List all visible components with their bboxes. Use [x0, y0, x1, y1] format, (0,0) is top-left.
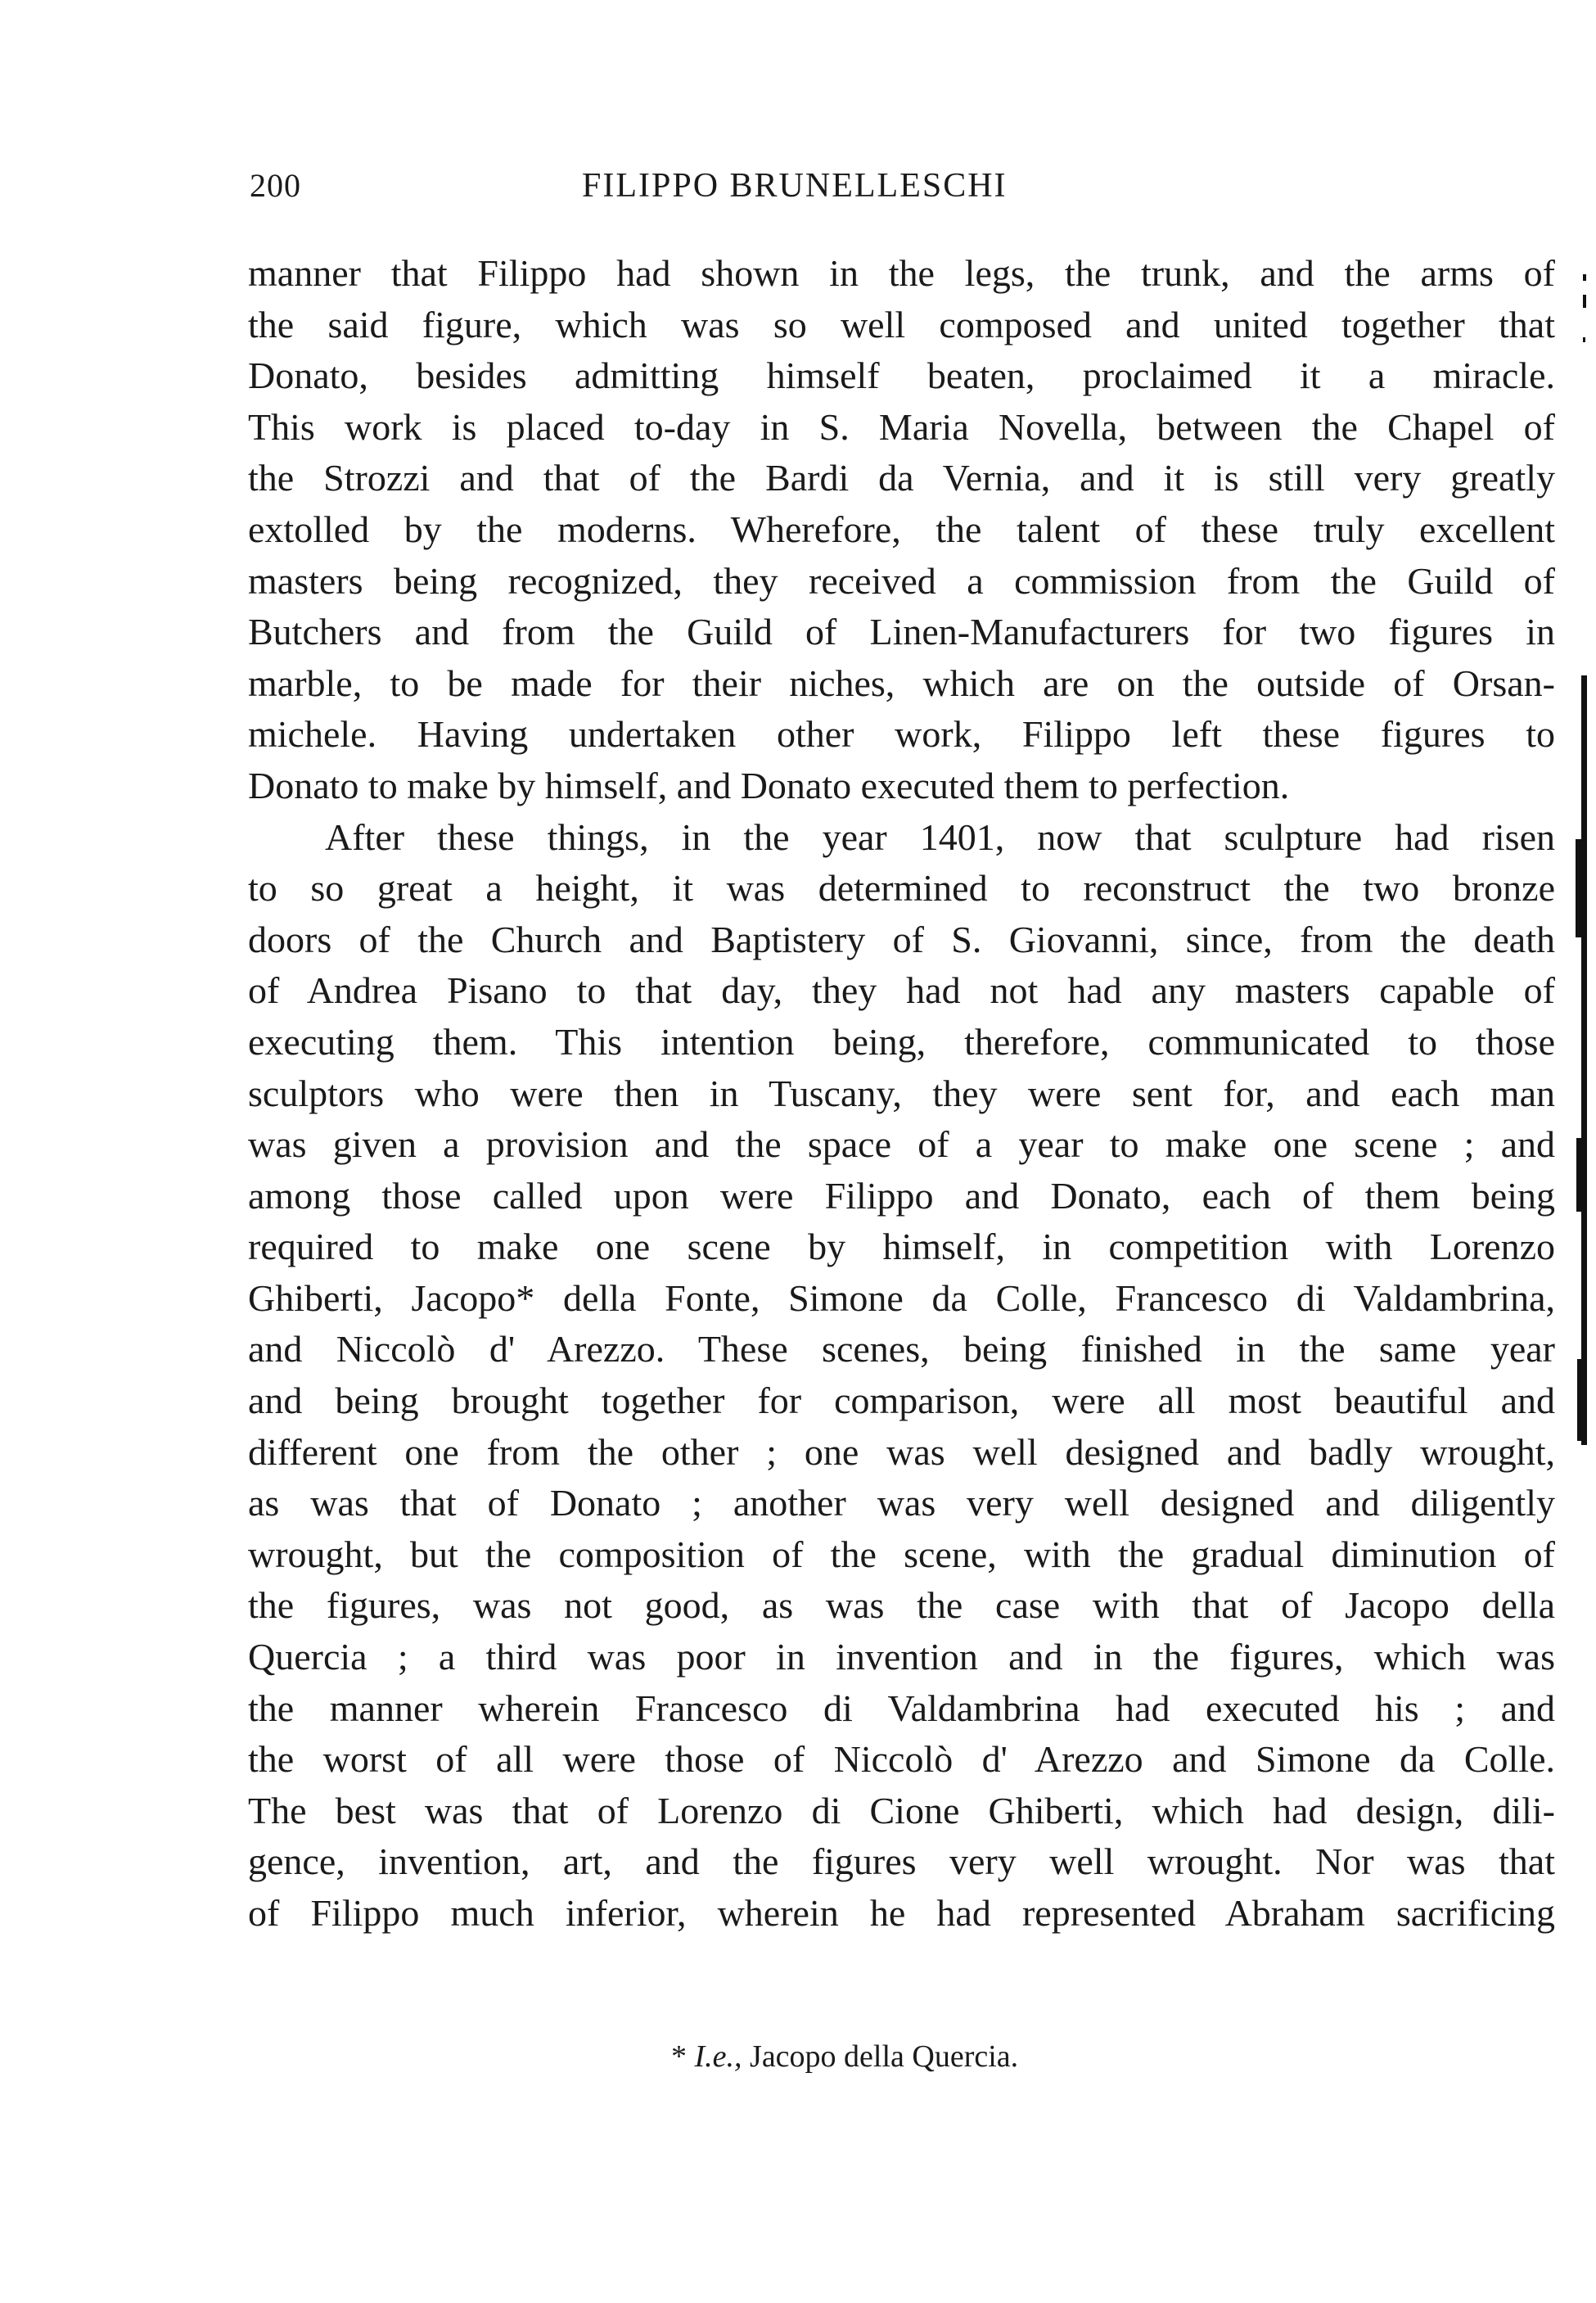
text-line: was given a provision and the space of a year to make one scene ; and	[248, 1123, 1555, 1166]
text-line: the manner wherein Francesco di Valdambrina had executed his ; and	[248, 1687, 1555, 1729]
text-line: michele. Having undertaken other work, Filippo left these figures to	[248, 713, 1555, 756]
text-line: This work is placed to-day in S. Maria Novella, between the Chapel of	[248, 405, 1555, 448]
text-line: as was that of Donato ; another was very well designed and diligently	[248, 1482, 1555, 1524]
text-line: among those called upon were Filippo and Donato, each of them being	[248, 1174, 1555, 1217]
paragraph-2	[248, 812, 1555, 1939]
running-title: FILIPPO BRUNELLESCHI	[582, 167, 1008, 205]
footnote-marker: *	[671, 2039, 687, 2074]
scan-edge-mark	[1583, 274, 1586, 281]
text-line: Ghiberti, Jacopo* della Fonte, Simone da Colle, Francesco di Valdambrina,	[248, 1276, 1555, 1319]
text-line: gence, invention, art, and the figures very well wrought. Nor was that	[248, 1840, 1555, 1883]
text-line: After these things, in the year 1401, now that sculpture had risen	[325, 815, 1555, 858]
page-header	[250, 166, 1559, 215]
text-line: Donato, besides admitting himself beaten, proclaimed it a miracle.	[248, 354, 1555, 397]
paragraph-1	[248, 248, 1555, 812]
text-line: required to make one scene by himself, in competition with Lorenzo	[248, 1226, 1555, 1268]
footnote-text: Jacopo della Quercia.	[750, 2039, 1019, 2074]
text-line: of Filippo much inferior, wherein he had represented Abraham sacrificing	[248, 1892, 1555, 1934]
text-line: sculptors who were then in Tuscany, they were sent for, and each man	[248, 1072, 1555, 1114]
scan-edge-mark	[1581, 675, 1587, 1445]
footnote-abbreviation: I.e.,	[694, 2039, 742, 2074]
text-line: extolled by the moderns. Wherefore, the talent of these truly excellent	[248, 508, 1555, 550]
body-text	[248, 248, 1555, 1939]
text-line: and Niccolò d' Arezzo. These scenes, being finished in the same year	[248, 1328, 1555, 1371]
text-line: wrought, but the composition of the scene, with the gradual diminution of	[248, 1533, 1555, 1575]
scan-edge-mark	[1576, 839, 1581, 937]
text-line: of Andrea Pisano to that day, they had not had any masters capable of	[248, 969, 1555, 1012]
text-line: the figures, was not good, as was the case with that of Jacopo della	[248, 1584, 1555, 1627]
text-line: doors of the Church and Baptistery of S. Giovanni, since, from the death	[248, 918, 1555, 960]
text-line: different one from the other ; one was well designed and badly wrought,	[248, 1430, 1555, 1473]
page-number: 200	[250, 167, 301, 204]
scan-edge-mark	[1577, 1359, 1581, 1441]
text-line: the said figure, which was so well composed and united together that	[248, 303, 1555, 345]
scan-edge-mark	[1583, 295, 1586, 308]
text-line: marble, to be made for their niches, which are on the outside of Orsan-	[248, 662, 1555, 704]
text-line: the worst of all were those of Niccolò d' Arezzo and Simone da Colle.	[248, 1738, 1555, 1781]
text-line: The best was that of Lorenzo di Cione Ghiberti, which had design, dili-	[248, 1789, 1555, 1831]
text-line: Butchers and from the Guild of Linen-Manufacturers for two figures in	[248, 611, 1555, 653]
footnote	[671, 2039, 1018, 2075]
text-line: the Strozzi and that of the Bardi da Vernia, and it is still very greatly	[248, 457, 1555, 499]
text-line: and being brought together for comparison, were all most beautiful and	[248, 1380, 1555, 1422]
text-line: to so great a height, it was determined to reconstruct the two bronze	[248, 867, 1555, 910]
scan-edge-mark	[1576, 1138, 1581, 1212]
text-line: masters being recognized, they received a commission from the Guild of	[248, 559, 1555, 602]
text-line: executing them. This intention being, therefore, communicated to those	[248, 1020, 1555, 1063]
text-line: manner that Filippo had shown in the legs, the trunk, and the arms of	[248, 252, 1555, 294]
scan-edge-mark	[1583, 337, 1585, 342]
text-line: Donato to make by himself, and Donato executed them to perfection.	[248, 764, 1290, 806]
text-line: Quercia ; a third was poor in invention and in the figures, which was	[248, 1636, 1555, 1678]
